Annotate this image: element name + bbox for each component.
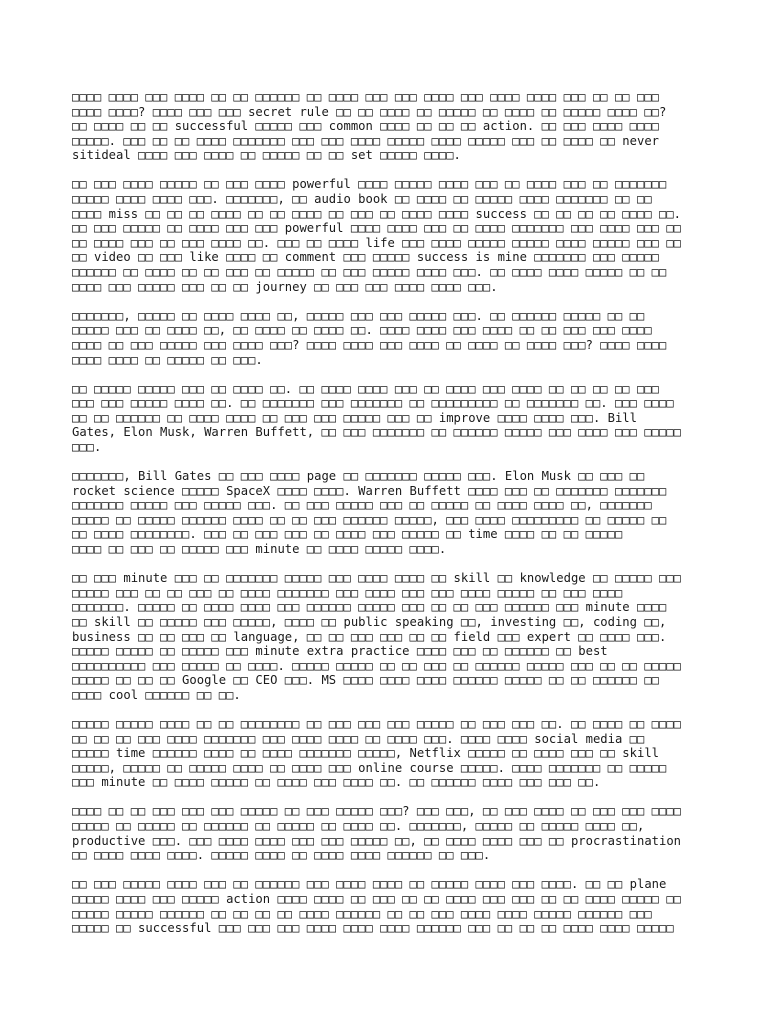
text-line: □□□□ □□ □□ □□□ □□□ □□□ □□□□□ □□ □□□ □□□□□ □□□? □□□ □□□, □□ □□□ □□□□ □□ □□□ □□□ □□□□ (72, 804, 682, 819)
text-line: □□□□□. □□□ □□ □□ □□□□ □□□□□□□ □□□ □□□ □□□□ □□□□□ □□□□ □□□□□ □□□ □□ □□□□ □□ never (72, 133, 659, 148)
text-line: □□□□ □□□□? □□□□ □□□ □□□ secret rule □□ □□ □□□□ □□ □□□□□ □□ □□□□ □□ □□□□□ □□□□ □□? (72, 104, 667, 119)
text-line: □□□□ cool □□□□□□ □□ □□. (72, 687, 241, 702)
text-line: □□□□ miss □□ □□ □□ □□□□ □□ □□ □□□□ □□ □□□ □□ □□□□ □□□□ success □□ □□ □□ □□ □□□□ □□. (72, 206, 682, 221)
text-line: □□ □□□□ □□□ □□ □□□ □□□□ □□. □□□ □□ □□□□ life □□□ □□□□ □□□□□ □□□□□ □□□□ □□□□□ □□□ □□ (72, 235, 682, 250)
text-line: productive □□□. □□□ □□□□ □□□□ □□□ □□□ □□□□□ □□, □□ □□□□ □□□□ □□□ □□ procrastination (72, 833, 682, 848)
text-line: □□□□□□□ □□□□□ □□□ □□□□□ □□□. □□ □□□ □□□□□ □□□ □□ □□□□□ □□ □□□□ □□□□ □□, □□□□□□□ (72, 498, 652, 513)
text-line: □□□□□, □□□□□ □□ □□□□□ □□□□ □□ □□□□ □□□ online course □□□□□. □□□□ □□□□□□□ □□ □□□□□ (72, 760, 667, 775)
text-line: □□□□□□□, □□□□□ □□ □□□□ □□□□ □□, □□□□□ □□□ □□□ □□□□□ □□□. □□ □□□□□□ □□□□□ □□ □□ (72, 308, 645, 323)
text-line: □□□□□□□, Bill Gates □□ □□□ □□□□ page □□ □□□□□□□ □□□□□ □□□. Elon Musk □□ □□□ □□ (72, 469, 645, 484)
text-line: □□□□ □□ □□□ □□□□□ □□□ □□□□ □□□? □□□□ □□□□ □□□ □□□□ □□ □□□□ □□ □□□□ □□□? □□□□ □□□□ (72, 337, 667, 352)
paragraph (72, 90, 702, 163)
paragraph (72, 877, 702, 935)
paragraph (72, 717, 702, 790)
text-line: rocket science □□□□□ SpaceX □□□□ □□□□. Warren Buffett □□□□ □□□ □□ □□□□□□□ □□□□□□□ (72, 483, 667, 498)
text-line: □□□□□ □□ □□□□□ □□□□□□ □□□□ □□ □□ □□□ □□□□□□ □□□□□, □□□ □□□□ □□□□□□□□□ □□ □□□□□ □□ (72, 512, 667, 527)
text-line: □□ □□□ □□□□□ □□ □□□□ □□□ □□□ powerful □□□□ □□□□ □□□ □□ □□□□ □□□□□□□ □□□ □□□□ □□□ □□ (72, 221, 682, 236)
text-line: □□□□□ □□□ □□ □□□□ □□, □□ □□□□ □□ □□□□ □□. □□□□ □□□□ □□□ □□□□ □□ □□ □□□ □□□ □□□□ (72, 323, 652, 338)
text-line: business □□ □□ □□□ □□ language, □□ □□ □□□ □□□ □□ □□ field □□□ expert □□ □□□□ □□□. (72, 629, 667, 644)
text-line: □□□□□ □□ □□□□□ □□ □□□□□□ □□ □□□□□ □□ □□□□ □□. □□□□□□□, □□□□□ □□ □□□□□ □□□□ □□, (72, 819, 645, 834)
text-line: □□□ □□□ □□□□□ □□□□ □□. □□ □□□□□□□ □□□ □□□□□□□ □□ □□□□□□□□□ □□ □□□□□□□ □□. □□□ □□□□ (72, 396, 674, 411)
text-line: □□ □□ □□□□□□ □□ □□□□ □□□□ □□ □□□ □□□ □□□□□ □□□ □□ improve □□□□ □□□□ □□□. Bill (72, 410, 637, 425)
text-line: □□ □□□ minute □□□ □□ □□□□□□□ □□□□□ □□□ □□□□ □□□□ □□ skill □□ knowledge □□ □□□□□ □□□ (72, 571, 682, 586)
text-line: □□□□□□□□□□ □□□ □□□□□ □□ □□□□. □□□□□ □□□□□ □□ □□ □□□ □□ □□□□□□ □□□□□ □□□ □□ □□ □□□□□ (72, 658, 682, 673)
text-line: □□□□□□□. □□□□□ □□ □□□□ □□□□ □□□ □□□□□□ □□□□□ □□□ □□ □□ □□□ □□□□□□ □□□ minute □□□□ (72, 600, 667, 615)
text-line: □□□□ □□ □□□ □□ □□□□□ □□□ minute □□ □□□□ □□□□□ □□□□. (72, 542, 447, 557)
text-line: □□ □□ □□ □□□ □□□□ □□□□□□□ □□□ □□□□ □□□□ □□ □□□□ □□□. □□□□ □□□□ social media □□ (72, 731, 645, 746)
text-line: □□□□ □□□ □□□□□ □□□ □□ □□ journey □□ □□□ □□□ □□□□ □□□□ □□□. (72, 279, 498, 294)
text-line: □□□□□ □□□□ □□□□ □□□. □□□□□□□, □□ audio book □□ □□□□ □□ □□□□□ □□□□ □□□□□□□ □□ □□ (72, 192, 652, 207)
document-body (72, 90, 702, 950)
text-line: □□ skill □□ □□□□□ □□□ □□□□□, □□□□ □□ public speaking □□, investing □□, coding □□, (72, 614, 667, 629)
paragraph (72, 571, 702, 702)
text-line: □□□. (72, 439, 102, 454)
text-line: □□ video □□ □□□ like □□□□ □□ comment □□□ □□□□□ success is mine □□□□□□□ □□□ □□□□□ (72, 250, 659, 265)
text-line: Gates, Elon Musk, Warren Buffett, □□ □□□ □□□□□□□ □□ □□□□□□ □□□□□ □□□ □□□□ □□□ □□□□□ (72, 425, 682, 440)
text-line: □□□□□ □□□□□ □□ □□□□□ □□□ minute extra practice □□□□ □□□ □□ □□□□□□ □□ best (72, 644, 608, 659)
text-line: □□□□□ □□ □□ □□ Google □□ CEO □□□. MS □□□□ □□□□ □□□□ □□□□□□ □□□□□ □□ □□ □□□□□□ □□ (72, 673, 659, 688)
text-line: □□ □□□ □□□□□ □□□□ □□□ □□ □□□□□□ □□□ □□□□ □□□□ □□ □□□□□ □□□□ □□□ □□□□. □□ □□ plane (72, 877, 667, 892)
text-line: □□□□□ □□□□□ □□□□ □□ □□ □□□□□□□□ □□ □□□ □□□ □□□ □□□□□ □□ □□□ □□□ □□. □□ □□□□ □□ □□□□ (72, 716, 682, 731)
text-line: □□ □□□□ □□ □□ successful □□□□□ □□□ common □□□□ □□ □□ □□ action. □□ □□□ □□□□ □□□□ (72, 119, 659, 134)
text-line: □□ □□□□□ □□□□□ □□□ □□ □□□□ □□. □□ □□□□ □□□□ □□□ □□ □□□□ □□□ □□□□ □□ □□ □□ □□ □□□ (72, 381, 659, 396)
text-line: □□□□□ time □□□□□□ □□□□ □□ □□□□ □□□□□□□ □□□□□, Netflix □□□□□ □□ □□□□ □□□ □□ skill (72, 746, 659, 761)
text-line: □□□□□ □□ successful □□□ □□□ □□□ □□□□ □□□□ □□□□ □□□□□□ □□□ □□ □□ □□ □□□□ □□□□ □□□□□ (72, 921, 674, 936)
text-line: □□□□ □□□□ □□□ □□□□ □□ □□ □□□□□□ □□ □□□□ □□□ □□□ □□□□ □□□ □□□□ □□□□ □□□ □□ □□ □□□ (72, 90, 659, 104)
text-line: □□□ minute □□ □□□□ □□□□□ □□ □□□□ □□□ □□□□ □□. □□ □□□□□□ □□□□ □□□ □□□ □□. (72, 775, 601, 790)
paragraph (72, 469, 702, 557)
paragraph (72, 804, 702, 862)
text-line: □□□□□□ □□ □□□□ □□ □□ □□□ □□ □□□□□ □□ □□□ □□□□□ □□□□ □□□. □□ □□□□ □□□□ □□□□□ □□ □□ (72, 265, 667, 280)
text-line: □□ □□□□ □□□□□□□□. □□□ □□ □□□ □□□ □□ □□□□ □□□ □□□□□ □□ time □□□□ □□ □□ □□□□□ (72, 527, 623, 542)
text-line: □□ □□□□ □□□□ □□□□. □□□□□ □□□□ □□ □□□□ □□□□ □□□□□□ □□ □□□. (72, 848, 491, 863)
text-line: sitideal □□□□ □□□ □□□□ □□ □□□□□ □□ □□ set □□□□□ □□□□. (72, 148, 461, 163)
text-line: □□□□□ □□□□□ □□□□□□ □□ □□ □□ □□ □□□□ □□□□□□ □□ □□ □□□ □□□□ □□□□ □□□□□ □□□□□□ □□□ (72, 906, 652, 921)
text-line: □□□□□ □□□□ □□□ □□□□□ action □□□□ □□□□ □□ □□□ □□ □□ □□□□ □□□ □□□ □□ □□ □□□□ □□□□□ □□ (72, 891, 682, 906)
text-line: □□ □□□ □□□□ □□□□□ □□ □□□ □□□□ powerful □□□□ □□□□□ □□□□ □□□ □□ □□□□ □□□ □□ □□□□□□□ (72, 177, 667, 192)
paragraph (72, 309, 702, 367)
text-line: □□□□□ □□□ □□ □□ □□□ □□ □□□□ □□□□□□□ □□□ □□□□ □□□ □□□ □□□□ □□□□□ □□ □□□ □□□□ (72, 585, 623, 600)
paragraph (72, 382, 702, 455)
text-line: □□□□ □□□□ □□ □□□□□ □□ □□□. (72, 352, 263, 367)
paragraph (72, 177, 702, 294)
